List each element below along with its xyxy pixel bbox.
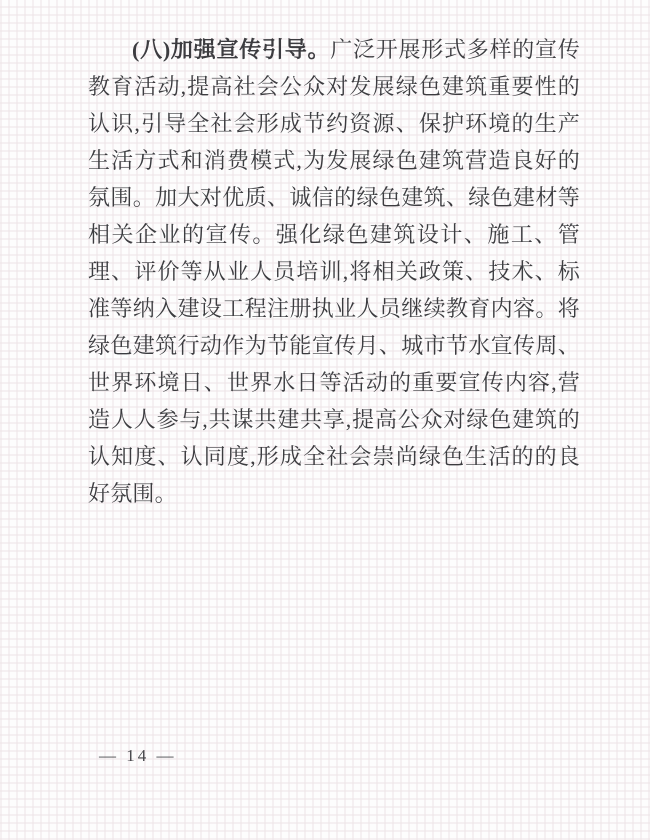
paragraph-heading: (八)加强宣传引导。 (132, 37, 331, 62)
page-body (88, 31, 580, 512)
paragraph-body-text: 广泛开展形式多样的宣传教育活动,提高社会公众对发展绿色建筑重要性的认识,引导全社会形成节约资源、保护环境的生产生活方式和消费模式,为发展绿色建筑营造良好的氛围。加大对优质、诚信的绿色建筑、绿色建材等相关企业的宣传。强化绿色建筑设计、施工、管理、评价等从业人员培训,将相关政策、技术、标准等纳入建设工程注册执业人员继续教育内容。将绿色建筑行动作为节能宣传月、城市节水宣传周、世界环境日、世界水日等活动的重要宣传内容,营造人人参与,共谋共建共享,提高公众对绿色建筑的认知度、认同度,形成全社会崇尚绿色生活的的良好氛围。 (88, 37, 581, 506)
page-number: — 14 — (99, 746, 177, 765)
paragraph (88, 31, 580, 512)
